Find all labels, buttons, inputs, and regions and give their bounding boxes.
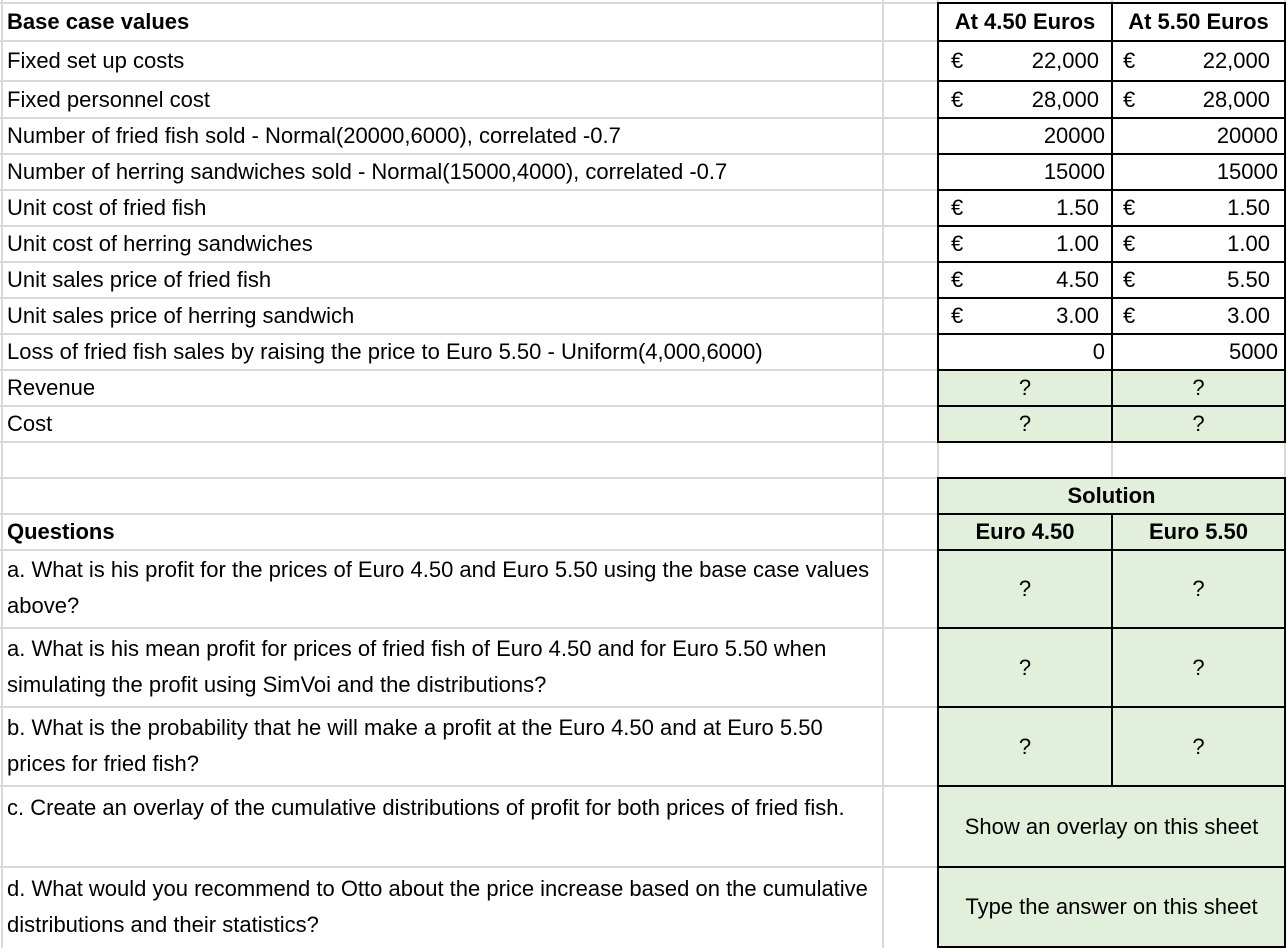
value-cell[interactable] xyxy=(1111,261,1286,299)
cell-value: 28,000 xyxy=(1031,87,1099,112)
col-header-450: At 4.50 Euros xyxy=(954,9,1096,34)
row-label: Fixed personnel cost xyxy=(7,87,210,112)
header-cell-550[interactable] xyxy=(1111,2,1286,42)
row-label: Unit cost of fried fish xyxy=(7,195,207,220)
answer-mean-550[interactable]: ? xyxy=(1111,627,1286,708)
cell-value: 22,000 xyxy=(1031,48,1099,73)
header-cell-450[interactable] xyxy=(937,2,1113,42)
currency-symbol: € xyxy=(951,87,964,112)
solution-title: Solution xyxy=(937,477,1286,515)
value-cell[interactable] xyxy=(937,40,1113,82)
cell-value: 28,000 xyxy=(1202,87,1270,112)
cell-value: 5000 xyxy=(1229,339,1278,364)
currency-symbol: € xyxy=(1123,195,1136,220)
currency-symbol: € xyxy=(951,303,964,328)
cell-value: 1.00 xyxy=(1227,231,1270,256)
value-cell[interactable] xyxy=(937,225,1113,263)
base-case-title: Base case values xyxy=(7,9,190,34)
cost-450-cell[interactable]: ? xyxy=(937,405,1113,443)
row-label: Cost xyxy=(7,411,53,436)
value-cell[interactable] xyxy=(1111,333,1286,371)
cell-value: 15000 xyxy=(1043,159,1105,184)
answer-mean-450[interactable]: ? xyxy=(937,627,1113,708)
value-cell[interactable] xyxy=(1111,225,1286,263)
value-cell[interactable] xyxy=(937,261,1113,299)
gridline xyxy=(1,0,3,948)
value-cell[interactable] xyxy=(1111,189,1286,227)
cell-value: 4.50 xyxy=(1056,267,1099,292)
solution-col-550: Euro 5.50 xyxy=(1111,513,1286,551)
currency-symbol: € xyxy=(951,231,964,256)
currency-symbol: € xyxy=(1123,87,1136,112)
answer-a-550[interactable]: ? xyxy=(1111,549,1286,629)
value-cell[interactable] xyxy=(937,153,1113,191)
row-label: Number of fried fish sold - Normal(20000,6000), correlated -0.7 xyxy=(7,123,621,148)
row-label: Unit cost of herring sandwiches xyxy=(7,231,313,256)
question-text: a. What is his profit for the prices of Euro 4.50 and Euro 5.50 using the base case values above? xyxy=(7,557,870,618)
cell-value: 0 xyxy=(1092,339,1105,364)
cost-550-cell[interactable]: ? xyxy=(1111,405,1286,443)
question-text: c. Create an overlay of the cumulative distributions of profit for both prices of fried fish. xyxy=(7,795,845,820)
question-text: d. What would you recommend to Otto about the price increase based on the cumulative distributions and their statistics? xyxy=(7,876,868,937)
cell-value: 5.50 xyxy=(1227,267,1270,292)
questions-title: Questions xyxy=(7,519,115,544)
value-cell[interactable] xyxy=(937,117,1113,155)
value-cell[interactable] xyxy=(1111,153,1286,191)
cell-value: 3.00 xyxy=(1056,303,1099,328)
cell-value: 1.50 xyxy=(1227,195,1270,220)
row-label: Unit sales price of herring sandwich xyxy=(7,303,355,328)
cell-value: 15000 xyxy=(1216,159,1278,184)
cell-value: 1.50 xyxy=(1056,195,1099,220)
currency-symbol: € xyxy=(1123,48,1136,73)
cell-value: 20000 xyxy=(1043,123,1105,148)
answer-d-cell[interactable]: Type the answer on this sheet xyxy=(937,866,1286,948)
cell-value: 1.00 xyxy=(1056,231,1099,256)
answer-b-550[interactable]: ? xyxy=(1111,706,1286,787)
currency-symbol: € xyxy=(1123,267,1136,292)
revenue-550-cell[interactable]: ? xyxy=(1111,369,1286,407)
currency-symbol: € xyxy=(951,48,964,73)
cell-value: 22,000 xyxy=(1202,48,1270,73)
solution-col-450: Euro 4.50 xyxy=(937,513,1113,551)
question-text: a. What is his mean profit for prices of fried fish of Euro 4.50 and for Euro 5.50 when simulating the profit using SimVoi and the distributions? xyxy=(7,636,827,697)
value-cell[interactable] xyxy=(1111,297,1286,335)
value-cell[interactable] xyxy=(937,297,1113,335)
currency-symbol: € xyxy=(1123,303,1136,328)
answer-c-cell[interactable]: Show an overlay on this sheet xyxy=(937,785,1286,868)
value-cell[interactable] xyxy=(937,333,1113,371)
question-text: b. What is the probability that he will make a profit at the Euro 4.50 and at Euro 5.50 prices for fried fish? xyxy=(7,715,823,776)
col-header-550: At 5.50 Euros xyxy=(1128,9,1269,34)
revenue-450-cell[interactable]: ? xyxy=(937,369,1113,407)
row-label: Number of herring sandwiches sold - Normal(15000,4000), correlated -0.7 xyxy=(7,159,728,184)
row-label: Fixed set up costs xyxy=(7,48,185,73)
value-cell[interactable] xyxy=(937,189,1113,227)
currency-symbol: € xyxy=(951,267,964,292)
row-label: Loss of fried fish sales by raising the price to Euro 5.50 - Uniform(4,000,6000) xyxy=(7,339,763,364)
cell-value: 20000 xyxy=(1216,123,1278,148)
answer-a-450[interactable]: ? xyxy=(937,549,1113,629)
currency-symbol: € xyxy=(951,195,964,220)
value-cell[interactable] xyxy=(1111,40,1286,82)
gridline xyxy=(882,0,884,948)
row-label: Unit sales price of fried fish xyxy=(7,267,272,292)
value-cell[interactable] xyxy=(1111,80,1286,119)
answer-b-450[interactable]: ? xyxy=(937,706,1113,787)
value-cell[interactable] xyxy=(1111,117,1286,155)
currency-symbol: € xyxy=(1123,231,1136,256)
value-cell[interactable] xyxy=(937,80,1113,119)
row-label: Revenue xyxy=(7,375,96,400)
cell-value: 3.00 xyxy=(1227,303,1270,328)
